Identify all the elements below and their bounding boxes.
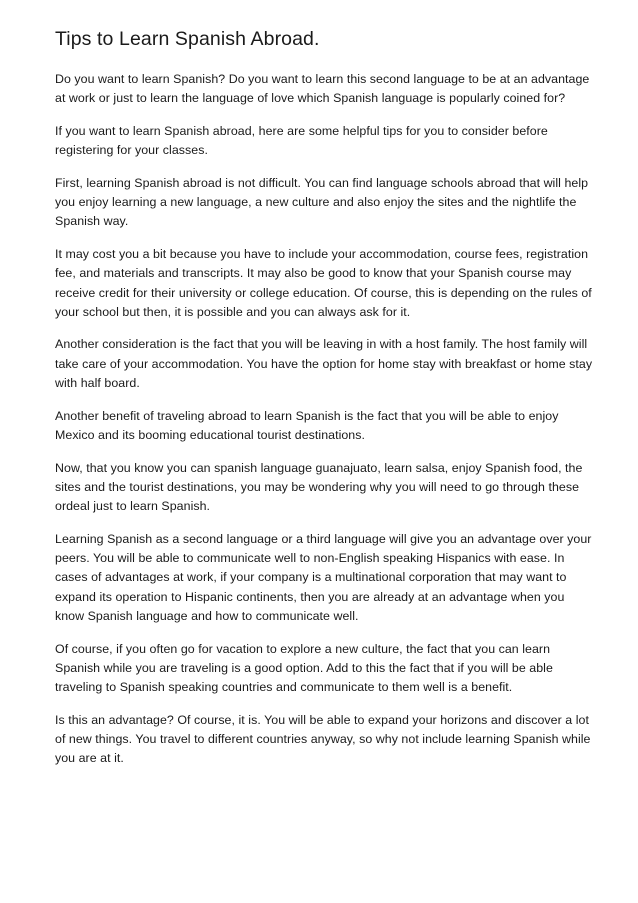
paragraph-9: Of course, if you often go for vacation to explore a new culture, the fact that you can learn Spanish while you are traveling is a good option. Add to this the fact that if you will be able traveling to Spanish speaking countries and communicate to them well is a benefit. bbox=[55, 641, 553, 695]
paragraph-2: If you want to learn Spanish abroad, here are some helpful tips for you to consider before registering for your classes. bbox=[55, 123, 548, 158]
document-page bbox=[55, 27, 595, 782]
paragraph-1: Do you want to learn Spanish? Do you want to learn this second language to be at an advantage at work or just to learn the language of love which Spanish language is popularly coined for? bbox=[55, 72, 590, 106]
paragraph-6: Another benefit of traveling abroad to learn Spanish is the fact that you will be able to enjoy Mexico and its booming educational tourist destinations. bbox=[55, 408, 559, 442]
paragraph-5: Another consideration is the fact that you will be leaving in with a host family. The host family will take care of your accommodation. You have the option for home stay with breakfast or home stay with half board. bbox=[55, 337, 593, 391]
document-title: Tips to Learn Spanish Abroad. bbox=[55, 28, 320, 50]
paragraph-4: It may cost you a bit because you have to include your accommodation, course fees, registration fee, and materials and transcripts. It may also be good to know that your Spanish course may receive credit for their university or college education. Of course, this is depending on the rules of your school but then, it is possible and you can always ask for it. bbox=[55, 246, 592, 319]
paragraph-10: Is this an advantage? Of course, it is. You will be able to expand your horizons and discover a lot of new things. You travel to different countries anyway, so why not include learning Spanish while you are at it. bbox=[55, 712, 591, 766]
paragraph-8: Learning Spanish as a second language or a third language will give you an advantage over your peers. You will be able to communicate well to non-English speaking Hispanics with ease. In cases of advantages at work, if your company is a multinational corporation that may want to expand its operation to Hispanic continents, then you are already at an advantage when you know Spanish language and how to communicate well. bbox=[55, 531, 592, 623]
paragraph-3: First, learning Spanish abroad is not difficult. You can find language schools abroad that will help you enjoy learning a new language, a new culture and also enjoy the sites and the nightlife the Spanish way. bbox=[55, 175, 589, 229]
paragraph-7: Now, that you know you can spanish language guanajuato, learn salsa, enjoy Spanish food, the sites and the tourist destinations, you may be wondering why you will need to go through these ordeal just to learn Spanish. bbox=[55, 460, 583, 514]
